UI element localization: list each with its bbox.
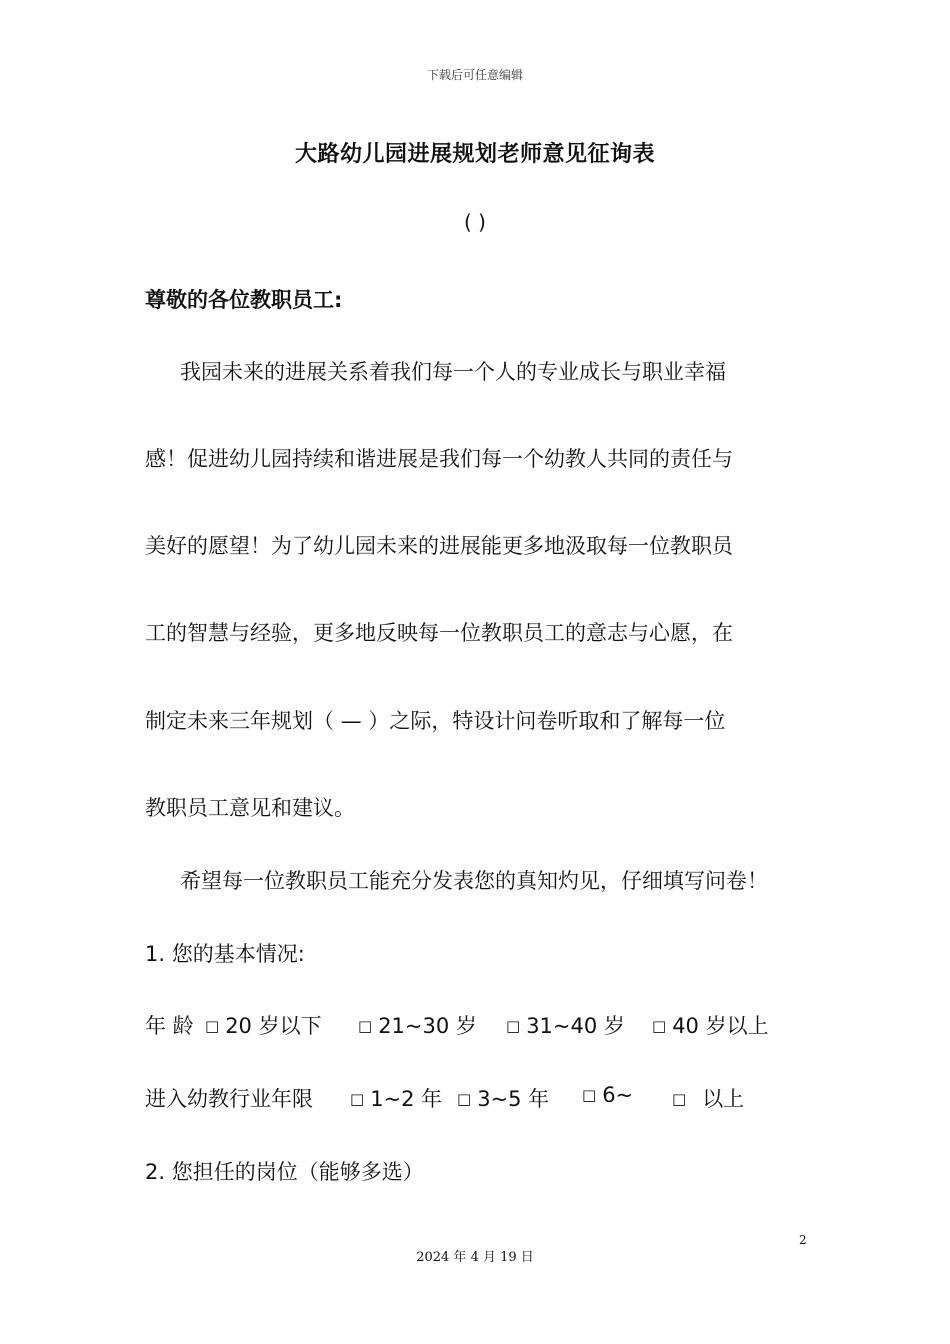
footer-date: 2024 年 4 月 19 日	[416, 1250, 534, 1265]
years-label: 进入幼教行业年限	[145, 1087, 313, 1111]
age-option[interactable]: □ 31~40 岁	[506, 1014, 625, 1038]
question-2-label: 2. 您担任的岗位（能够多选）	[145, 1160, 424, 1184]
age-label: 年 龄	[145, 1014, 194, 1038]
checkbox-icon[interactable]: □	[358, 1017, 373, 1035]
checkbox-icon[interactable]: □	[672, 1090, 687, 1108]
checkbox-icon[interactable]: □	[350, 1090, 365, 1108]
checkbox-icon[interactable]: □	[457, 1090, 472, 1108]
document-title: 大路幼儿园进展规划老师意见征询表	[294, 142, 655, 167]
age-option[interactable]: □ 21~30 岁	[358, 1014, 477, 1038]
page-number: 2	[799, 1233, 807, 1247]
age-option[interactable]: □ 20 岁以下	[205, 1014, 322, 1038]
paragraph-line: 感！促进幼儿园持续和谐进展是我们每一个幼教人共同的责任与	[145, 447, 733, 471]
age-option[interactable]: □ 40 岁以上	[652, 1014, 769, 1038]
paragraph-line: 教职员工意见和建议。	[145, 796, 355, 820]
years-option[interactable]: □ 1~2 年	[350, 1087, 443, 1111]
checkbox-icon[interactable]: □	[205, 1017, 220, 1035]
paragraph-line: 美好的愿望！为了幼儿园未来的进展能更多地汲取每一位教职员	[145, 534, 733, 558]
checkbox-icon[interactable]: □	[582, 1086, 597, 1104]
paragraph-line: 工的智慧与经验，更多地反映每一位教职员工的意志与心愿，在	[145, 621, 733, 645]
years-option[interactable]: □ 3~5 年	[457, 1087, 550, 1111]
checkbox-icon[interactable]: □	[652, 1017, 667, 1035]
checkbox-icon[interactable]: □	[506, 1017, 521, 1035]
paragraph-line: 我园未来的进展关系着我们每一个人的专业成长与职业幸福	[180, 360, 726, 384]
salutation: 尊敬的各位教职员工:	[145, 288, 343, 312]
question-1-label: 1. 您的基本情况:	[145, 942, 305, 966]
years-option[interactable]: □ 以上	[672, 1087, 745, 1111]
document-subtitle: ( )	[464, 210, 486, 234]
page-header-note: 下载后可任意编辑	[426, 68, 523, 82]
hope-line: 希望每一位教职员工能充分发表您的真知灼见，仔细填写问卷！	[180, 869, 768, 893]
paragraph-line: 制定未来三年规划（ — ）之际，特设计问卷听取和了解每一位	[145, 709, 726, 733]
years-option[interactable]: □ 6~	[582, 1083, 634, 1107]
